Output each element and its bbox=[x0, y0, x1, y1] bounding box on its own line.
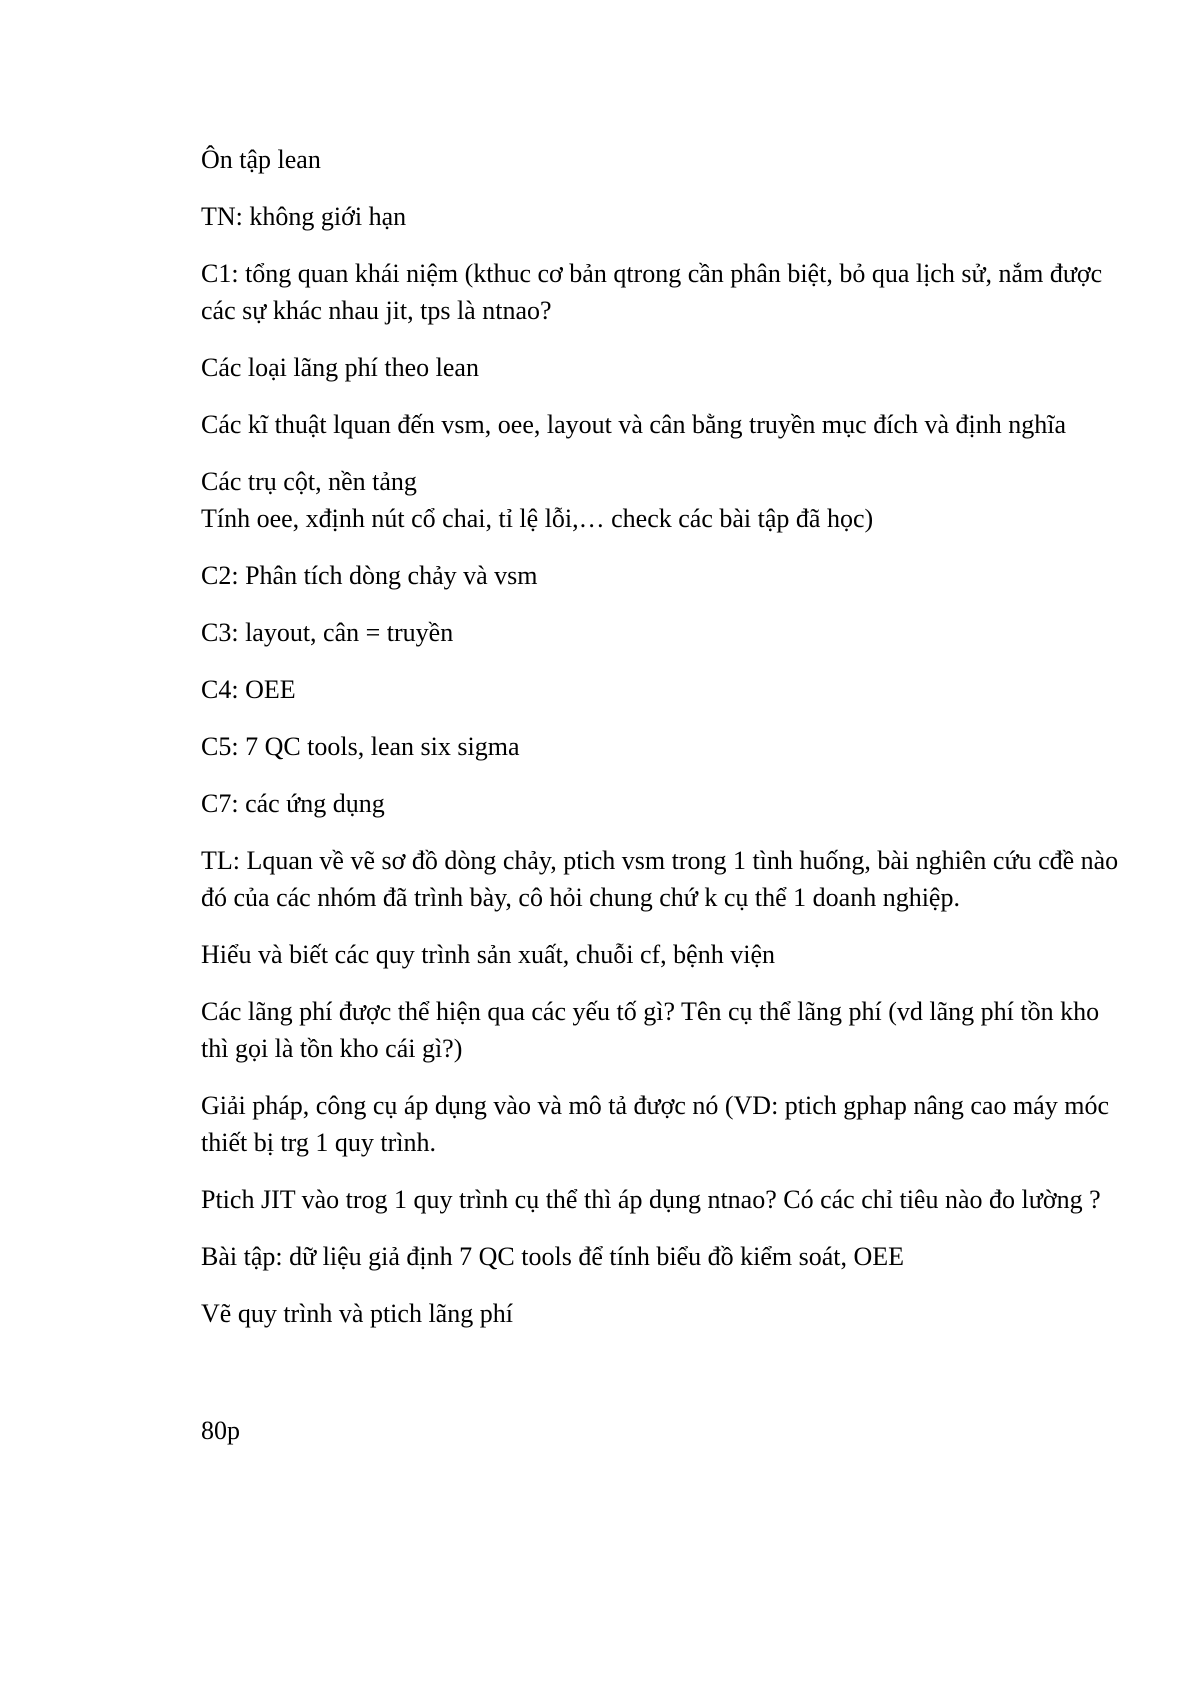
paragraph-c5: C5: 7 QC tools, lean six sigma bbox=[201, 732, 520, 761]
document-title: Ôn tập lean bbox=[201, 145, 321, 174]
paragraph-waste-factors: Các lãng phí được thể hiện qua các yếu tố gì? Tên cụ thể lãng phí (vd lãng phí tồn kho thì gọi là tồn kho cái gì?) bbox=[201, 997, 1100, 1063]
paragraph-oee-calc: Tính oee, xđịnh nút cổ chai, tỉ lệ lỗi,… check các bài tập đã học) bbox=[201, 504, 874, 533]
paragraph-draw-process: Vẽ quy trình và ptich lãng phí bbox=[201, 1299, 513, 1328]
paragraph-processes: Hiểu và biết các quy trình sản xuất, chuỗi cf, bệnh viện bbox=[201, 940, 775, 969]
paragraph-c2: C2: Phân tích dòng chảy và vsm bbox=[201, 561, 538, 590]
paragraph-tl: TL: Lquan về vẽ sơ đồ dòng chảy, ptich vsm trong 1 tình huống, bài nghiên cứu cđề nào đó của các nhóm đã trình bày, cô hỏi chung chứ k cụ thể 1 doanh nghiệp. bbox=[201, 846, 1119, 912]
paragraph-waste-types: Các loại lãng phí theo lean bbox=[201, 353, 479, 382]
paragraph-c7: C7: các ứng dụng bbox=[201, 789, 385, 818]
paragraph-duration: 80p bbox=[201, 1416, 240, 1445]
paragraph-solutions: Giải pháp, công cụ áp dụng vào và mô tả được nó (VD: ptich gphap nâng cao máy móc thiết bị trg 1 quy trình. bbox=[201, 1091, 1109, 1157]
paragraph-pillars: Các trụ cột, nền tảng bbox=[201, 467, 417, 496]
paragraph-c1: C1: tổng quan khái niệm (kthuc cơ bản qtrong cần phân biệt, bỏ qua lịch sử, nắm được các sự khác nhau jit, tps là ntnao? bbox=[201, 259, 1103, 325]
paragraph-techniques: Các kĩ thuật lquan đến vsm, oee, layout và cân bằng truyền mục đích và định nghĩa bbox=[201, 410, 1066, 439]
paragraph-c4: C4: OEE bbox=[201, 675, 296, 704]
document-body bbox=[201, 141, 1121, 1469]
paragraph-tn: TN: không giới hạn bbox=[201, 202, 407, 231]
paragraph-exercises: Bài tập: dữ liệu giả định 7 QC tools để tính biểu đồ kiểm soát, OEE bbox=[201, 1242, 905, 1271]
paragraph-c3: C3: layout, cân = truyền bbox=[201, 618, 454, 647]
paragraph-jit: Ptich JIT vào trog 1 quy trình cụ thể thì áp dụng ntnao? Có các chỉ tiêu nào đo lường ? bbox=[201, 1185, 1101, 1214]
